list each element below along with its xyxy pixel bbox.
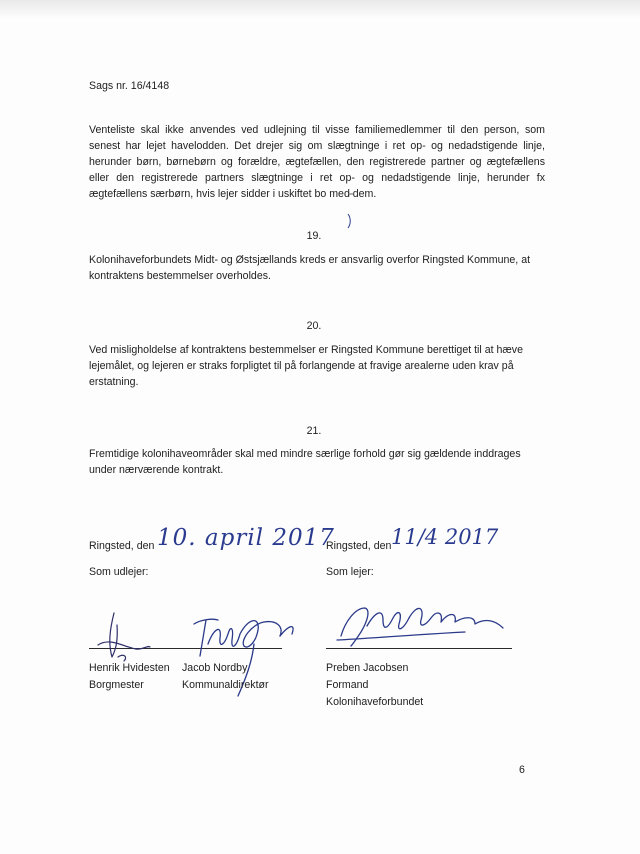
signer-preben-org: Kolonihaveforbundet (326, 696, 424, 708)
signature-preben-jacobsen (335, 598, 515, 653)
signer-henrik-title: Borgmester (89, 679, 144, 691)
signature-henrik-hvidesten (94, 605, 154, 665)
case-number: Sags nr. 16/4148 (89, 80, 170, 92)
section-20-number: 20. (306, 320, 322, 332)
scan-edge-shadow (0, 0, 640, 18)
page-number: 6 (519, 764, 525, 776)
signer-jacob-title: Kommunaldirektør (182, 679, 269, 691)
signer-henrik-name: Henrik Hvidesten (89, 662, 170, 674)
section-20-text: Ved misligholdelse af kontraktens bestemmelser er Ringsted Kommune berettiget til at hæve lejemålet, og lejeren er straks forpligtet til på forlangende at fravige arealerne uden krav på erstatning. (89, 344, 523, 388)
signer-preben-title: Formand (326, 679, 369, 691)
section-19-text: Kolonihaveforbundets Midt- og Østsjællands kreds er ansvarlig overfor Ringsted Kommune, at kontraktens bestemmelser overholdes. (89, 254, 531, 282)
scan-speck (349, 192, 357, 196)
left-role-label: Som udlejer: (89, 566, 149, 578)
left-place-date-label: Ringsted, den (89, 540, 155, 552)
section-21-number: 21. (306, 425, 322, 437)
left-handwritten-date: 10. april 2017 (157, 525, 335, 551)
section-19-number: 19. (306, 230, 322, 242)
signer-jacob-name: Jacob Nordby (182, 662, 248, 674)
intro-paragraph: Venteliste skal ikke anvendes ved udlejning til visse familiemedlemmer til den person, som senest har lejet havelodden. Det drejer sig om slægtninge i ret op- og nedadstigende linje, herunder børn, børnebørn og forældre, ægtefællen, den registrerede partner og ægtefællens eller den registrerede partners slægtninge i ret op- og nedadstigende linje, herunder fx ægtefællens særbørn, hvis lejer sidder i uskiftet bo med dem. (89, 124, 545, 200)
section-21-text: Fremtidige kolonihaveområder skal med mindre særlige forhold gør sig gældende inddrages under nærværende kontrakt. (89, 448, 521, 476)
signer-preben-name: Preben Jacobsen (326, 662, 409, 674)
right-place-date-label: Ringsted, den (326, 540, 392, 552)
right-role-label: Som lejer: (326, 566, 374, 578)
right-handwritten-date: 11/4 2017 (391, 525, 499, 549)
